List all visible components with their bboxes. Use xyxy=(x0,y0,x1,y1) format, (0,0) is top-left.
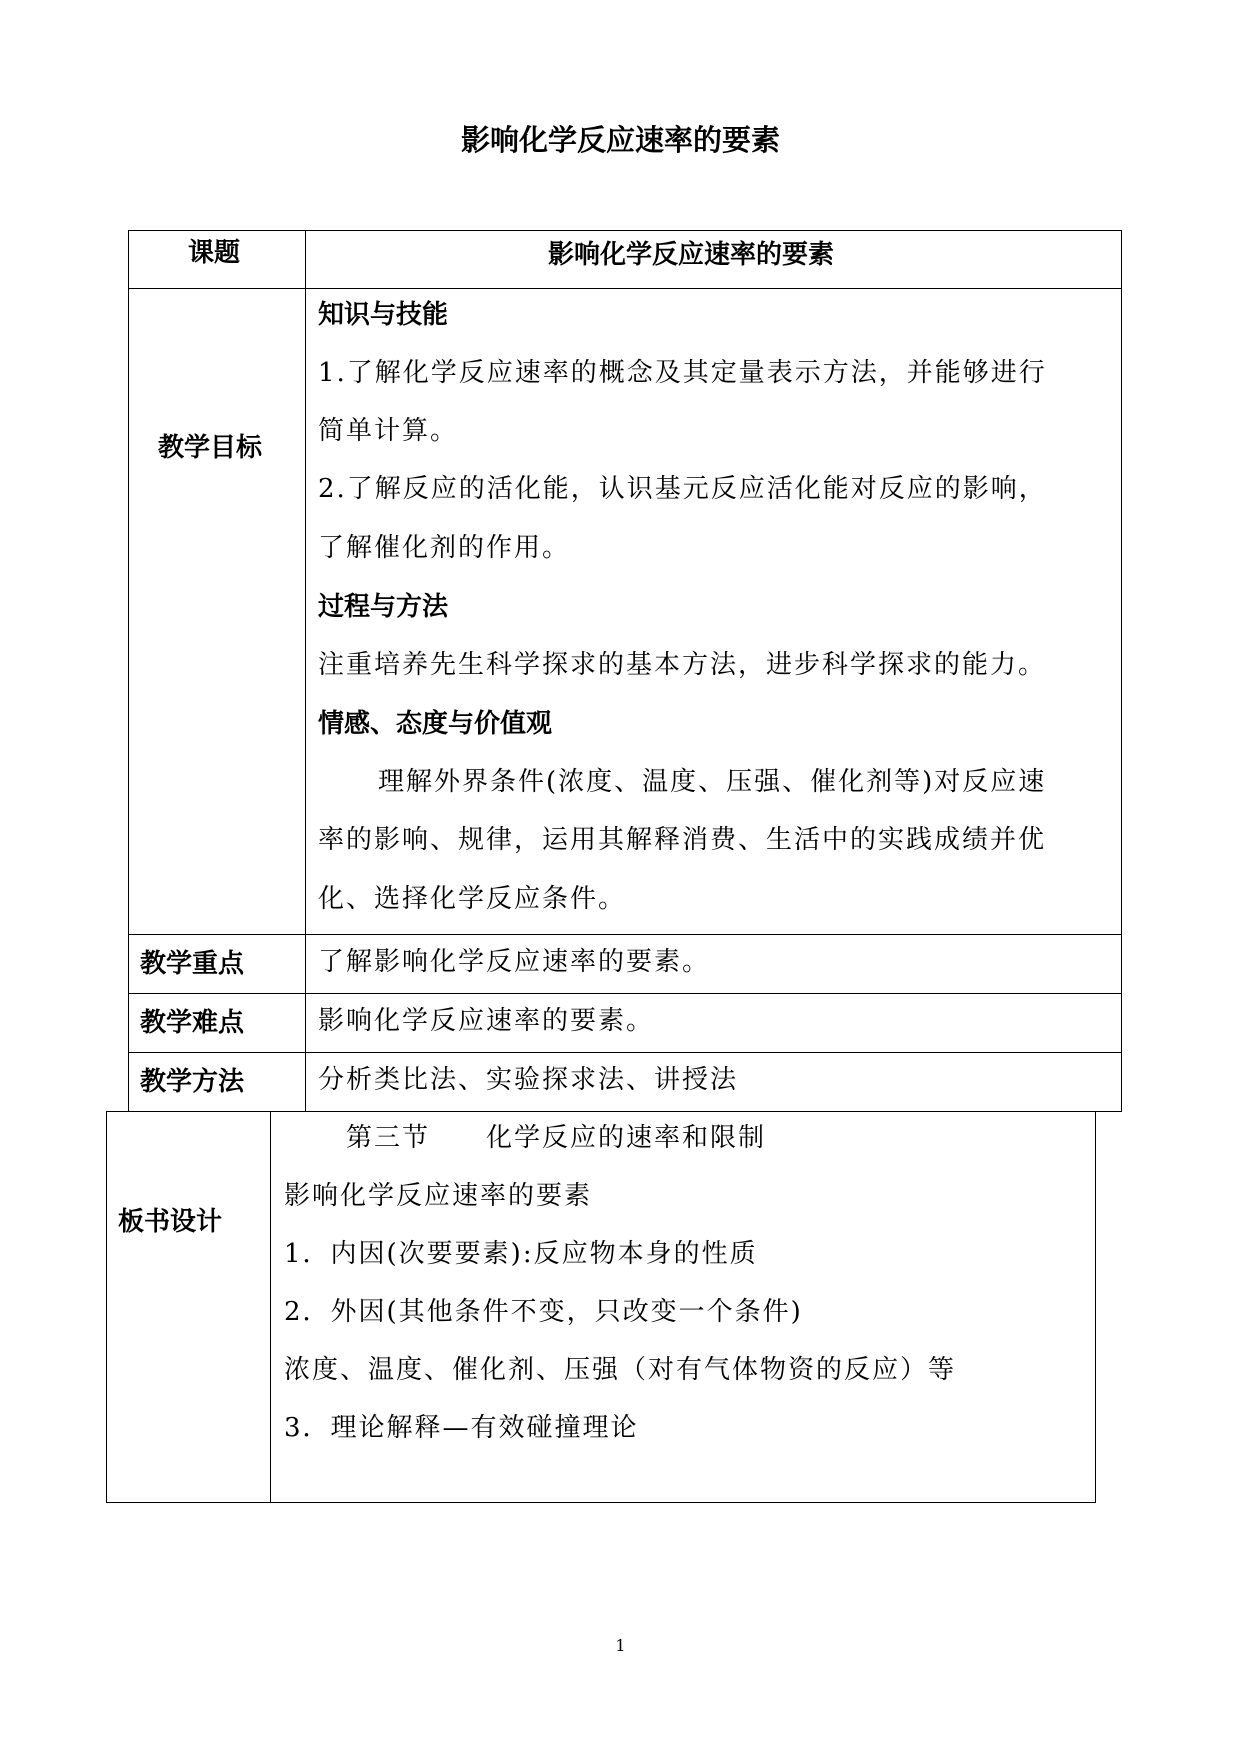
difficulty-label: 教学难点 xyxy=(140,1008,245,1038)
board-line: 2．外因(其他条件不变，只改变一个条件) xyxy=(284,1297,803,1327)
key-point-value: 了解影响化学反应速率的要素。 xyxy=(318,947,711,977)
method-label: 教学方法 xyxy=(140,1067,245,1097)
goal-line: 化、选择化学反应条件。 xyxy=(318,884,627,914)
board-line: 1．内因(次要要素):反应物本身的性质 xyxy=(284,1239,758,1269)
goal-line: 了解催化剂的作用。 xyxy=(318,533,571,563)
board-line: 浓度、温度、催化剂、压强（对有气体物资的反应）等 xyxy=(284,1355,957,1385)
goals-label: 教学目标 xyxy=(158,433,263,463)
goal-line: 率的影响、规律，运用其解释消费、生活中的实践成绩并优 xyxy=(318,825,1047,855)
board-line: 影响化学反应速率的要素 xyxy=(284,1181,593,1211)
difficulty-value: 影响化学反应速率的要素。 xyxy=(318,1006,655,1036)
goal-line: 1.了解化学反应速率的概念及其定量表示方法，并能够进行 xyxy=(318,358,1047,388)
page-number: 1 xyxy=(615,1636,626,1655)
method-value: 分析类比法、实验探求法、讲授法 xyxy=(318,1065,739,1095)
row-divider xyxy=(128,993,1122,994)
key-point-label: 教学重点 xyxy=(140,949,245,979)
topic-value: 影响化学反应速率的要素 xyxy=(548,240,835,270)
topic-label: 课题 xyxy=(188,238,241,268)
goal-line: 2.了解反应的活化能，认识基元反应活化能对反应的影响， xyxy=(318,474,1047,504)
goal-line: 理解外界条件(浓度、温度、压强、催化剂等)对反应速 xyxy=(378,767,1047,797)
column-divider xyxy=(270,1111,271,1503)
row-divider xyxy=(128,1052,1122,1053)
row-divider xyxy=(128,934,1122,935)
column-divider xyxy=(305,230,306,1112)
section-heading: 情感、态度与价值观 xyxy=(318,709,553,739)
goal-line: 注重培养先生科学探求的基本方法，进步科学探求的能力。 xyxy=(318,650,1047,680)
section-heading: 过程与方法 xyxy=(318,592,449,622)
section-heading: 知识与技能 xyxy=(318,300,449,330)
goal-line: 简单计算。 xyxy=(318,416,459,446)
row-divider xyxy=(128,288,1122,289)
board-label: 板书设计 xyxy=(118,1207,223,1237)
board-line: 第三节 化学反应的速率和限制 xyxy=(346,1123,767,1153)
page-title: 影响化学反应速率的要素 xyxy=(460,123,780,157)
board-line: 3．理论解释—有效碰撞理论 xyxy=(284,1413,639,1443)
